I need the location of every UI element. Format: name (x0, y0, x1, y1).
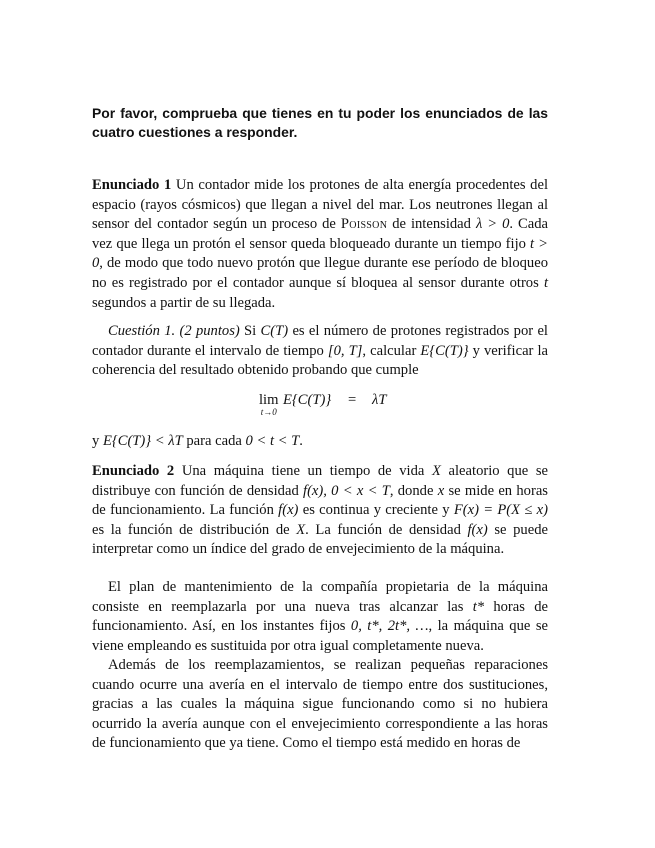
cuestion-1-paragraph (92, 322, 548, 381)
text-run: segundos a partir de su llegada. (92, 294, 276, 311)
text-run: , de modo que todo nuevo protón que llegue durante ese período de bloqueo no es registrado por el contador aunque sí bloquea al sensor durante otros (92, 255, 548, 291)
math-inline: [0, T] (327, 342, 363, 359)
text-run: es la función de distribución de (92, 521, 297, 538)
text-run: se mide en horas de funcionamiento. La función (92, 482, 548, 519)
text-run: se puede interpretar como un índice del grado de envejecimiento de la máquina. (92, 521, 548, 558)
math-inline: E{C(T)} (420, 342, 469, 359)
math-inline: X (432, 463, 441, 479)
limit-operator (259, 392, 278, 417)
math-inline: f(x) (278, 502, 299, 519)
text-run: horas de funcionamiento. Así, en los instantes fijos (92, 598, 548, 635)
text-run: Una máquina tiene un tiempo de vida (174, 463, 432, 479)
limit-subscript: t→0 (260, 407, 277, 417)
text-run: El plan de mantenimiento de la compañía propietaria de la máquina consiste en reemplazarla por una nueva tras alcanzar las (92, 579, 548, 615)
intro-instruction: Por favor, comprueba que tienes en tu poder los enunciados de las cuatro cuestiones a responder. (92, 105, 548, 140)
text-run: de intensidad (387, 216, 476, 233)
limit-expression: E{C(T)} (283, 392, 332, 408)
text-run: para cada (182, 433, 246, 449)
text-run: , la máquina que se viene empleando es sustituida por otra igual completamente nueva. (92, 618, 548, 654)
poisson-name: Poisson (340, 216, 388, 233)
math-inline: X (296, 521, 306, 538)
math-inline: F(x) = P(X ≤ x) (453, 502, 549, 519)
math-inline: 0 < t < T (245, 433, 300, 449)
math-inline: t > 0 (92, 235, 548, 272)
math-inline: λ > 0 (475, 216, 510, 233)
math-inline: C(T) (260, 323, 289, 339)
repairs-section (92, 656, 548, 754)
enunciado-1-paragraph (92, 176, 548, 313)
text-run: aleatorio que se distribuye con función de densidad (92, 463, 549, 499)
math-inline: t (543, 274, 548, 291)
limit-word: lim (259, 392, 279, 408)
enunciado-2 (92, 462, 548, 560)
math-inline: E{C(T)} < λT (102, 433, 183, 449)
enunciado-1 (92, 176, 548, 313)
condition-line (92, 432, 548, 452)
cuestion-1-condition (92, 432, 548, 452)
text-run: . Cada vez que llega un protón el sensor queda bloqueado durante un tiempo fijo (92, 216, 548, 252)
equals-sign: = (348, 392, 357, 408)
limit-formula (92, 392, 548, 426)
math-inline: f(x), 0 < x < T (303, 482, 390, 499)
text-run: , calcular (362, 342, 421, 359)
text-run: , donde (389, 482, 438, 499)
maintenance-plan (92, 578, 548, 656)
enunciado-2-label: Enunciado 2 (92, 463, 175, 479)
enunciado-2-paragraph (92, 462, 548, 560)
cuestion-1-label: Cuestión 1. (2 puntos) (108, 323, 240, 339)
text-run: Un contador mide los protones de alta energía procedentes del espacio (rayos cósmicos) que llegan a nivel del mar. Los neutrones llegan al sensor del contador según un proceso de (92, 177, 548, 233)
text-run: . (299, 433, 303, 449)
text-run: es el número de protones registrados por el contador durante el intervalo de tiempo (92, 323, 548, 359)
cuestion-1 (92, 322, 548, 381)
math-inline: 0, t*, 2t*, … (350, 618, 429, 635)
repairs-paragraph: Además de los reemplazamientos, se realizan pequeñas reparaciones cuando ocurre una avería en el intervalo de tiempo entre dos sustituciones, gracias a las cuales la máquina sigue funcionando como si no hubiera ocurrido la avería aunque con el envejecimiento correspondiente a las horas de funcionamiento que ya tiene. Como el tiempo está medido en horas de (92, 657, 548, 752)
math-inline: t* (472, 598, 485, 615)
text-run: Si (239, 323, 261, 339)
text-run: y (92, 433, 103, 449)
text-run: . La función de densidad (305, 521, 468, 538)
math-inline: x (437, 482, 445, 499)
maintenance-paragraph (92, 578, 548, 656)
limit-result: λT (372, 392, 387, 408)
math-inline: f(x) (467, 521, 488, 538)
text-run: es continua y creciente y (298, 502, 454, 519)
enunciado-1-label: Enunciado 1 (92, 177, 172, 193)
text-run: y verificar la coherencia del resultado obtenido probando que cumple (92, 342, 549, 379)
